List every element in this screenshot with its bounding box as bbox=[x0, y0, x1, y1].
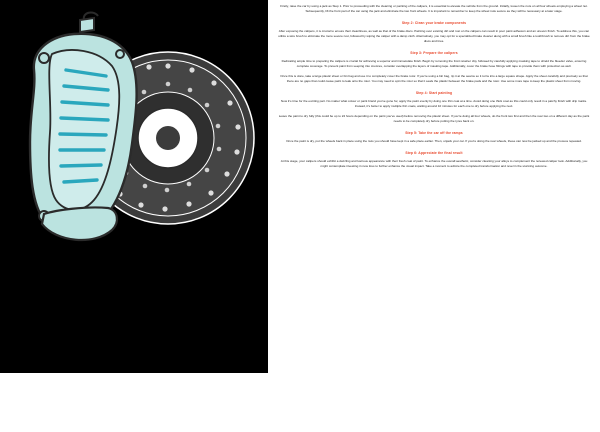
section-heading: Step 4: Start painting bbox=[415, 91, 453, 95]
body-paragraph: After exposing the calipers, it is crucial to ensure their cleanliness, as well as that of the brake discs. Painting over existing dirt and rust on the calipers can result in poor paint adhesion and an uneven finish. To address this, you can utilize a wire brush to eliminate the more severe rust, followed by wiping the caliper with a damp cloth. Alternatively, you may opt for a specialized brake cleaner along with a small brush like a toothbrush to remove dirt from the brake discs and tires. bbox=[278, 29, 590, 43]
body-paragraph: Firstly, raise the car by using a jack as Step 1. Prior to proceeding with the cleaning or painting of the calipers, it is essential to elevate the vehicle from the ground. Initially, loosen the nuts on all four wheels employing a wheel nut. Subsequently, lift the front part of the car using the jack and eliminate the two front wheels. It is important to remember to keep the wheel nuts secure as they will be necessary at a later stage. bbox=[280, 4, 588, 13]
article-text-column bbox=[268, 0, 600, 432]
section-heading: Step 5: Take the car off the ramps bbox=[405, 131, 463, 135]
article-body bbox=[272, 4, 596, 174]
section-heading: Step 2: Clean your brake components bbox=[401, 21, 467, 25]
body-paragraph: Dedicating ample time to preparing the calipers is crucial for achieving a superior and immaculate finish. Begin by removing the front retainer clip, followed by carefully applying masking tape to shield the bleeder valve, ensuring complete coverage. To prevent paint from seeping into crevices, consider overlapping the layers of masking tape. Additionally, cover the brake hose fittings with tape to provide them with protection as well. bbox=[281, 59, 587, 68]
body-paragraph: Once the paint is dry, put the wheels back in place using the nuts you should have kept in a safe place earlier. Then, unjack your car. If you're doing the rear wheels, these can now be jacked up and the process repeated. bbox=[286, 139, 582, 143]
body-paragraph: Now it's time for the exciting part. No matter what colour or paint brand you've gone for, apply the paint evenly by doing one thin coat at a time. Avoid doing one thick coat as this could only result in a patchy finish with drip marks. Instead, it's better to apply multiple thin coats, waiting around 10 minutes for each one to dry before applying the next. bbox=[280, 99, 588, 108]
body-paragraph: Once this is done, take a large plastic sheet or bin bag and use it to completely cover the brake rotor. If you're using a bin bag, rip it at the seams so it turns into a large square shape. Apply the sheet carefully and precisely so that there are no gaps that could cause paint to leak onto the rotor. You may need to spin the rotor so that it seals the plastic between the brake pads and the rotor. Use some more tape to keep the plastic sheet from moving. bbox=[280, 74, 588, 83]
section-heading: Step 6: Appreciate the final result bbox=[405, 151, 463, 155]
section-heading: Step 3: Prepare the calipers bbox=[410, 51, 458, 55]
brake-caliper-and-rotor-illustration bbox=[0, 0, 268, 373]
body-paragraph: At this stage, your calipers should exhibit a dazzling and lustrous appearance with their fresh coat of paint. To enhance the overall aesthetic, consider cleaning your alloys to complement the renewed caliper look. Additionally, you might contemplate investing in new tires to further enhance the visual impact. Take a moment to admire the completed transformation and revel in the stunning outcome. bbox=[280, 159, 588, 168]
brake-assembly-icon bbox=[8, 10, 260, 260]
body-paragraph: Leave the paint to dry fully (this could be up to 24 hours depending on the paint you've used) before removing the plastic sheet. If you're doing all four wheels, do the front two first and then the rear two on a different day as the paint needs to be completely dry before putting the tyres back on. bbox=[278, 114, 590, 123]
